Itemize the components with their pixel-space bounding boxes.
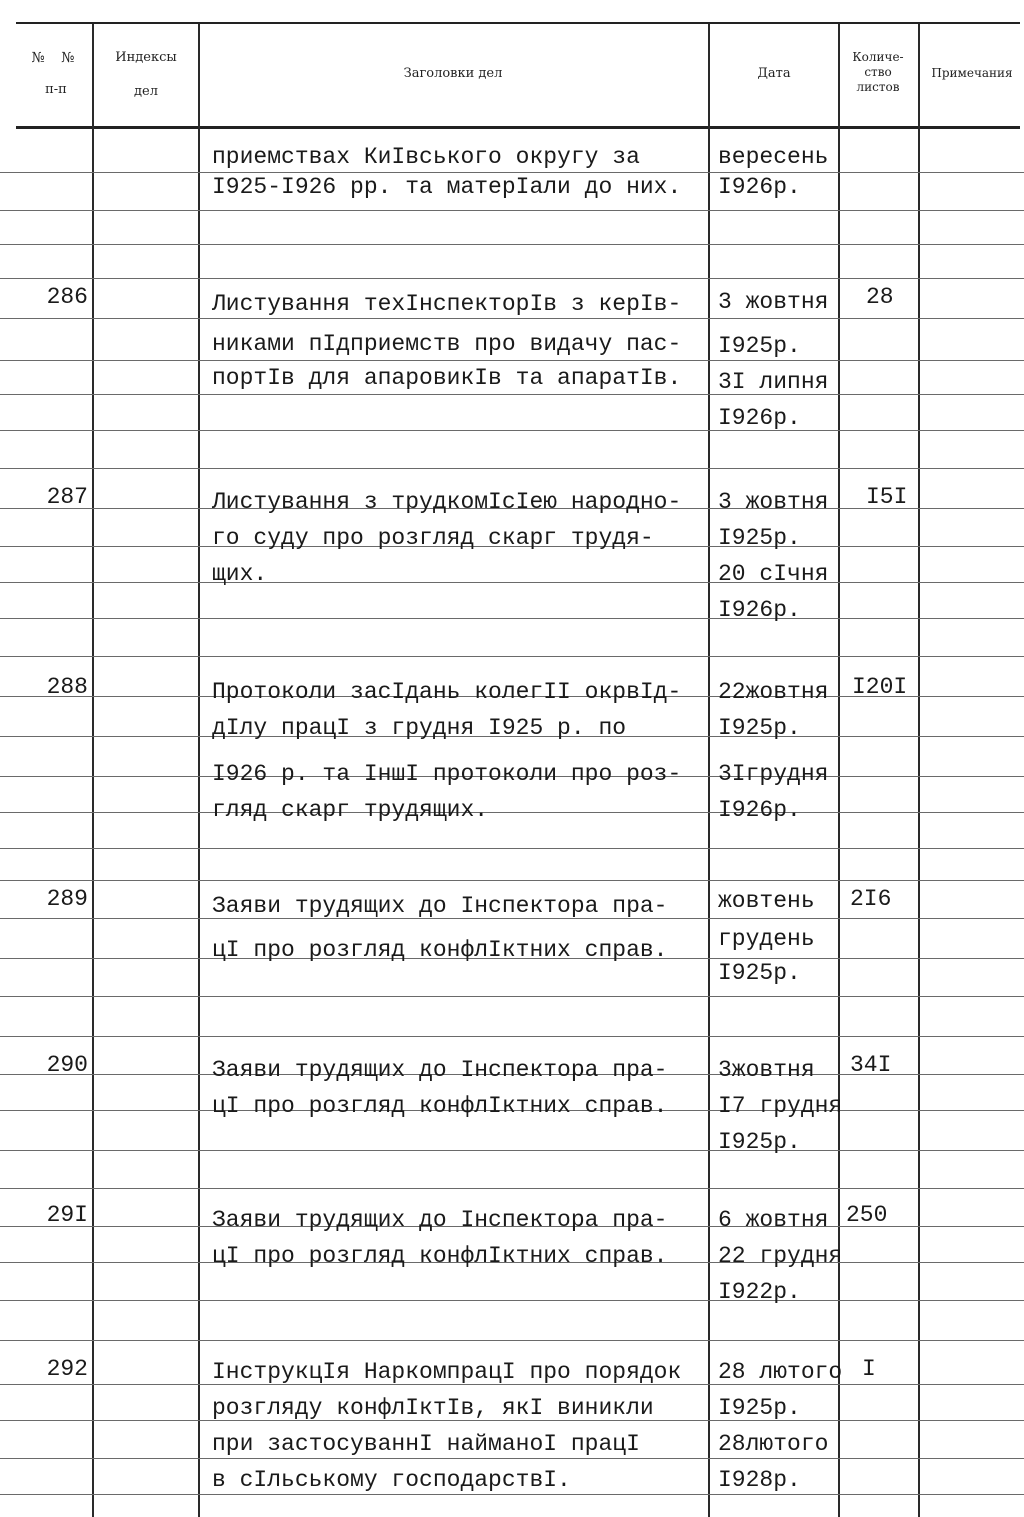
date-line: I925р. [718, 525, 801, 551]
date-line: I925р. [718, 333, 801, 359]
date-line: I926р. [718, 797, 801, 823]
date-line: 22 грудня [718, 1243, 843, 1269]
title-line: Заяви трудящих до Iнспектора пра- [212, 1207, 668, 1233]
row-2-date [718, 484, 828, 628]
row-1-date [718, 284, 828, 436]
title-line: цI про розгляд конфлIктних справ. [212, 937, 668, 963]
date-line: I925р. [718, 960, 801, 986]
date-line: 3жовтня [718, 1057, 815, 1083]
row-5-count: 34I [850, 1052, 892, 1078]
date-line: I926р. [718, 174, 801, 200]
col-divider-3 [708, 24, 710, 1517]
row-7-date [718, 1354, 842, 1498]
row-6-date [718, 1202, 842, 1310]
date-line: I925р. [718, 1395, 801, 1421]
title-line: никами пIдприемств про видачу пас- [212, 331, 682, 357]
title-line: розгляду конфлIктIв, якI виникли [212, 1395, 654, 1421]
top-rule [16, 22, 1020, 24]
title-line: го суду про розгляд скарг трудя- [212, 525, 654, 551]
row-4-date [718, 884, 815, 990]
row-1-title [212, 284, 681, 398]
title-line: Листування техIнспекторIв з керIв- [212, 291, 682, 317]
row-2-count: I5I [866, 484, 908, 510]
title-line: портIв для апаровикIв та апаратIв. [212, 365, 682, 391]
row-7-number: 292 [46, 1356, 88, 1382]
date-line: I928р. [718, 1467, 801, 1493]
rule [0, 1036, 1024, 1037]
row-5-number: 290 [46, 1052, 88, 1078]
rule [0, 210, 1024, 211]
title-line: Листування з трудкомIсIею народно- [212, 489, 682, 515]
date-line: жовтень [718, 888, 815, 914]
rule [0, 430, 1024, 431]
title-line: Заяви трудящих до Iнспектора пра- [212, 893, 668, 919]
row-4-number: 289 [46, 886, 88, 912]
rule [0, 880, 1024, 881]
rule [0, 1300, 1024, 1301]
row-3-date [718, 674, 828, 828]
header-index-line1: Индексы [115, 50, 177, 65]
row-4-title [212, 884, 667, 972]
row-0-date [718, 142, 828, 202]
header-index-line2: дел [134, 84, 158, 100]
header-count-line2: ство [864, 65, 892, 79]
date-line: 28 лютого [718, 1359, 843, 1385]
date-line: 6 жовтня [718, 1207, 829, 1233]
date-line: I925р. [718, 715, 801, 741]
header-date-label: Дата [757, 66, 791, 81]
row-5-title [212, 1052, 667, 1124]
title-line: гляд скарг трудящих. [212, 797, 489, 823]
date-line: 3I липня [718, 369, 829, 395]
rule [0, 1188, 1024, 1189]
row-1-number: 286 [46, 284, 88, 310]
title-line: I925-I926 рр. та матерIали до них. [212, 174, 682, 200]
date-line: 3 жовтня [718, 289, 829, 315]
rule [0, 656, 1024, 657]
date-line: I7 грудня [718, 1093, 843, 1119]
title-line: IнструкцIя НаркомпрацI про порядок [212, 1359, 682, 1385]
date-line: грудень [718, 926, 815, 952]
header-titles-label: Заголовки дел [403, 66, 503, 81]
header-count-line3: листов [856, 80, 900, 94]
title-line: дIлу працI з грудня I925 р. по [212, 715, 627, 741]
row-0-title [212, 142, 681, 202]
row-1-count: 28 [866, 284, 894, 310]
date-line: I926р. [718, 597, 801, 623]
date-line: 3Iгрудня [718, 761, 829, 787]
header-num-line1: № № [31, 50, 81, 66]
title-line: Заяви трудящих до Iнспектора пра- [212, 1057, 668, 1083]
row-2-number: 287 [46, 484, 88, 510]
row-3-count: I20I [852, 674, 908, 700]
row-6-title [212, 1202, 667, 1274]
rule [0, 468, 1024, 469]
row-4-count: 2I6 [850, 886, 892, 912]
row-7-count: I [862, 1356, 876, 1382]
date-line: 3 жовтня [718, 489, 829, 515]
rule [0, 848, 1024, 849]
header-bottom-rule [16, 126, 1020, 129]
row-6-number: 29I [46, 1202, 88, 1228]
date-line: 20 сIчня [718, 561, 829, 587]
title-line: щих. [212, 561, 268, 587]
title-line: при застосуваннI найманоI працI [212, 1431, 640, 1457]
row-2-title [212, 484, 681, 592]
date-line: I925р. [718, 1129, 801, 1155]
header-num [22, 50, 90, 98]
row-3-title [212, 674, 681, 828]
title-line: Протоколи засIдань колегII окрвIд- [212, 679, 682, 705]
title-line: приемствах КиIвського округу за [212, 144, 640, 170]
title-line: цI про розгляд конфлIктних справ. [212, 1093, 668, 1119]
col-divider-5 [918, 24, 920, 1517]
rule [0, 278, 1024, 279]
header-date [712, 66, 836, 82]
date-line: I926р. [718, 405, 801, 431]
rule [0, 1340, 1024, 1341]
date-line: 28лютого [718, 1431, 829, 1457]
header-num-line2: п-п [45, 81, 67, 97]
rule [0, 996, 1024, 997]
row-3-number: 288 [46, 674, 88, 700]
date-line: вересень [718, 144, 829, 170]
header-count [840, 50, 916, 95]
header-titles [200, 66, 706, 82]
rule [0, 244, 1024, 245]
col-divider-2 [198, 24, 200, 1517]
row-7-title [212, 1354, 681, 1498]
rule [0, 618, 1024, 619]
header-count-line1: Количе- [852, 50, 904, 64]
title-line: I926 р. та IншI протоколи про роз- [212, 761, 682, 787]
header-notes-label: Примечания [931, 66, 1013, 80]
title-line: цI про розгляд конфлIктних справ. [212, 1243, 668, 1269]
date-line: 22жовтня [718, 679, 829, 705]
title-line: в сIльському господарствI. [212, 1467, 571, 1493]
row-6-count: 250 [846, 1202, 888, 1228]
rule [0, 1150, 1024, 1151]
header-notes [920, 66, 1024, 81]
date-line: I922р. [718, 1279, 801, 1305]
header-index [96, 50, 196, 101]
col-divider-1 [92, 24, 94, 1517]
row-5-date [718, 1052, 842, 1160]
